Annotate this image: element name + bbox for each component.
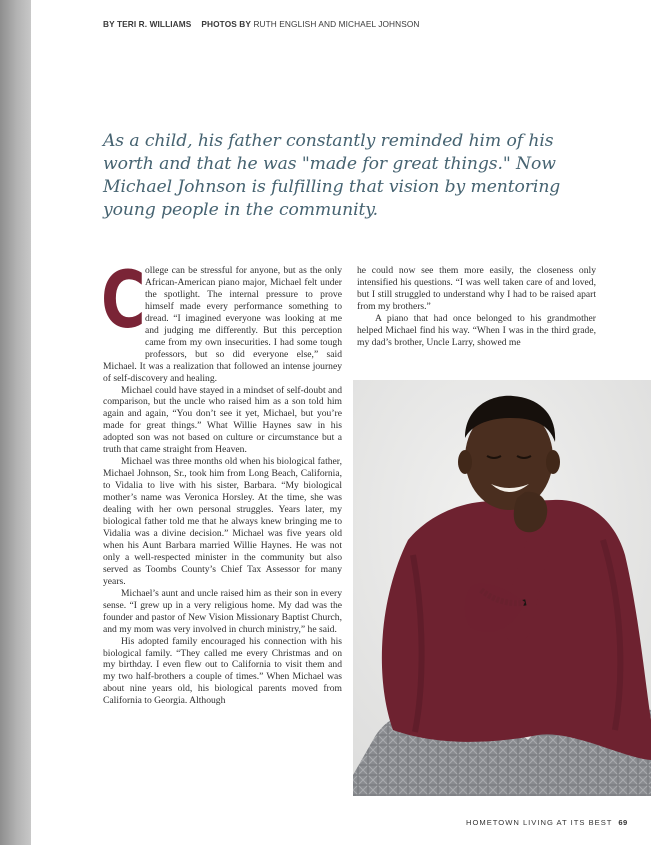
photographer-credit: RUTH ENGLISH AND MICHAEL JOHNSON [253,19,420,29]
magazine-tagline: HOMETOWN LIVING AT ITS BEST [466,818,613,827]
portrait-illustration [353,380,651,796]
article-deck: As a child, his father constantly reminded him of his worth and that he was "made for great things." Now Michael Johnson is fulfilling that vision by mentoring young people in the community. [103,131,561,220]
paragraph: Michael could have stayed in a mindset of self-doubt and comparison, but the uncle who raised him as a son told him again and again, “You don’t see it yet, Michael, but you’re made for great things.” What Willie Haynes saw in his adopted son was not based on culture or circumstance but a truth that came straight from Heaven. [103,384,342,456]
drop-cap: C [101,256,146,346]
article-column-1 [101,256,342,707]
page-spine-edge [0,0,31,845]
paragraph: ollege can be stressful for anyone, but as the only African-American piano major, Michael felt under the spotlight. The internal pressure to prove himself made every performance something to dread. “I imagined everyone was looking at me and judging me differently. But this perception came from my own insecurities. I had some tough professors, but so did everyone else,” said Michael. It was a realization that followed an intense journey of self-discovery and healing. [103,265,342,384]
paragraph: A piano that had once belonged to his grandmother helped Michael find his way. “When I was in the third grade, my dad’s brother, Uncle Larry, showed me [357,312,596,348]
paragraph: he could now see them more easily, the closeness only intensified his questions. “I was well taken care of and loved, but I still struggled to understand why I had to be raised apart from my brothers.” [357,265,596,312]
photos-label: PHOTOS BY [201,19,252,29]
portrait-photo [353,380,651,796]
page-footer [466,818,627,827]
article-column-2 [357,265,596,349]
paragraph: Michael’s aunt and uncle raised him as their son in every sense. “I grew up in a very religious home. My dad was the founder and pastor of New Vision Missionary Baptist Church, and my mom was very involved in church ministry,” he said. [103,587,342,635]
author-credit: BY TERI R. WILLIAMS [103,19,192,29]
paragraph: Michael was three months old when his biological father, Michael Johnson, Sr., took him from Long Beach, California, to Vidalia to live with his sister, Barbara. “My biological mother’s name was Veronica Horsley. At the time, she was dealing with her own personal struggles. Years later, my biological father told me that he always knew bringing me to Vidalia was a divine decision.” Michael was five years old when his Aunt Barbara married Willie Haynes. He was not only a well-respected minister in the community but also served as Toombs County’s Chief Tax Assessor for many years. [103,456,342,587]
byline [103,19,420,29]
paragraph: His adopted family encouraged his connection with his biological family. “They called me every Christmas and on my birthday. I even flew out to California to visit them and my two half-brothers a couple of times.” When Michael was about nine years old, his biological parents moved from California to Georgia. Although [103,635,342,707]
page-number: 69 [618,818,628,827]
